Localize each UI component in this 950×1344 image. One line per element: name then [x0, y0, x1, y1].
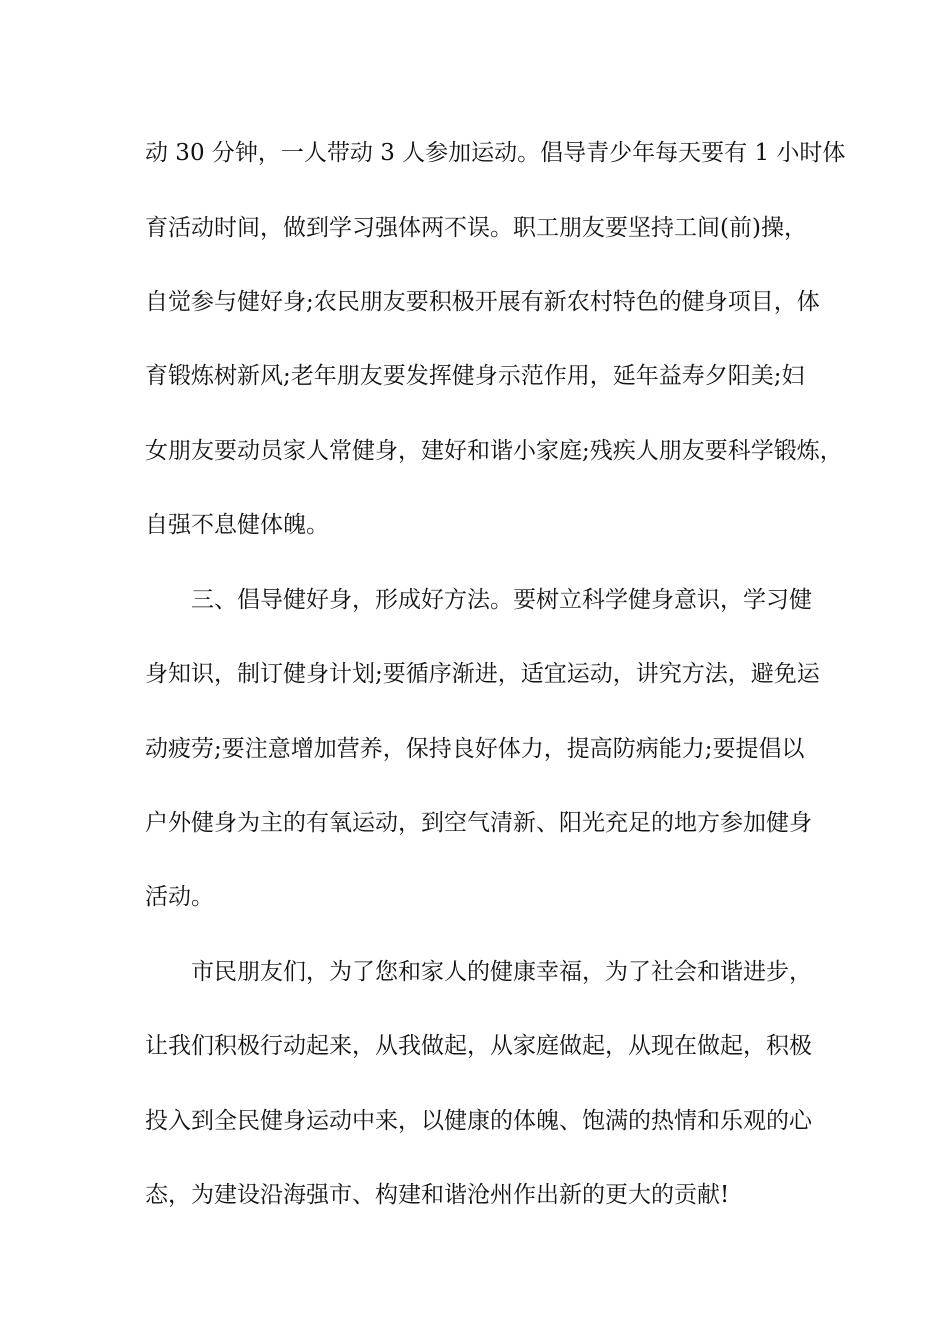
text-line: 态，为建设沿海强市、构建和谐沧州作出新的更大的贡献! [145, 1182, 730, 1208]
text-line: 动 30 分钟，一人带动 3 人参加运动。倡导青少年每天要有 1 小时体 [145, 140, 846, 166]
text-line: 育锻炼树新风;老年朋友要发挥健身示范作用，延年益寿夕阳美;妇 [145, 363, 805, 389]
text-line: 活动。 [145, 884, 214, 910]
text-line: 自觉参与健好身;农民朋友要积极开展有新农村特色的健身项目，体 [145, 289, 820, 315]
paragraph-first-line: 市民朋友们，为了您和家人的健康幸福，为了社会和谐进步， [191, 959, 812, 985]
text-line: 投入到全民健身运动中来，以健康的体魄、饱满的热情和乐观的心 [145, 1108, 812, 1134]
text-line: 动疲劳;要注意增加营养，保持良好体力，提高防病能力;要提倡以 [145, 736, 805, 762]
text-line: 身知识，制订健身计划;要循序渐进，适宜运动，讲究方法，避免运 [145, 661, 820, 687]
text-line: 让我们积极行动起来，从我做起，从家庭做起，从现在做起，积极 [145, 1033, 812, 1059]
paragraph-first-line: 三、倡导健好身，形成好方法。要树立科学健身意识，学习健 [191, 587, 812, 613]
text-line: 户外健身为主的有氧运动，到空气清新、阳光充足的地方参加健身 [145, 810, 812, 836]
text-line: 育活动时间，做到学习强体两不误。职工朋友要坚持工间(前)操， [145, 215, 807, 241]
text-line: 女朋友要动员家人常健身，建好和谐小家庭;残疾人朋友要科学锻炼， [145, 438, 843, 464]
text-line: 自强不息健体魄。 [145, 512, 329, 538]
